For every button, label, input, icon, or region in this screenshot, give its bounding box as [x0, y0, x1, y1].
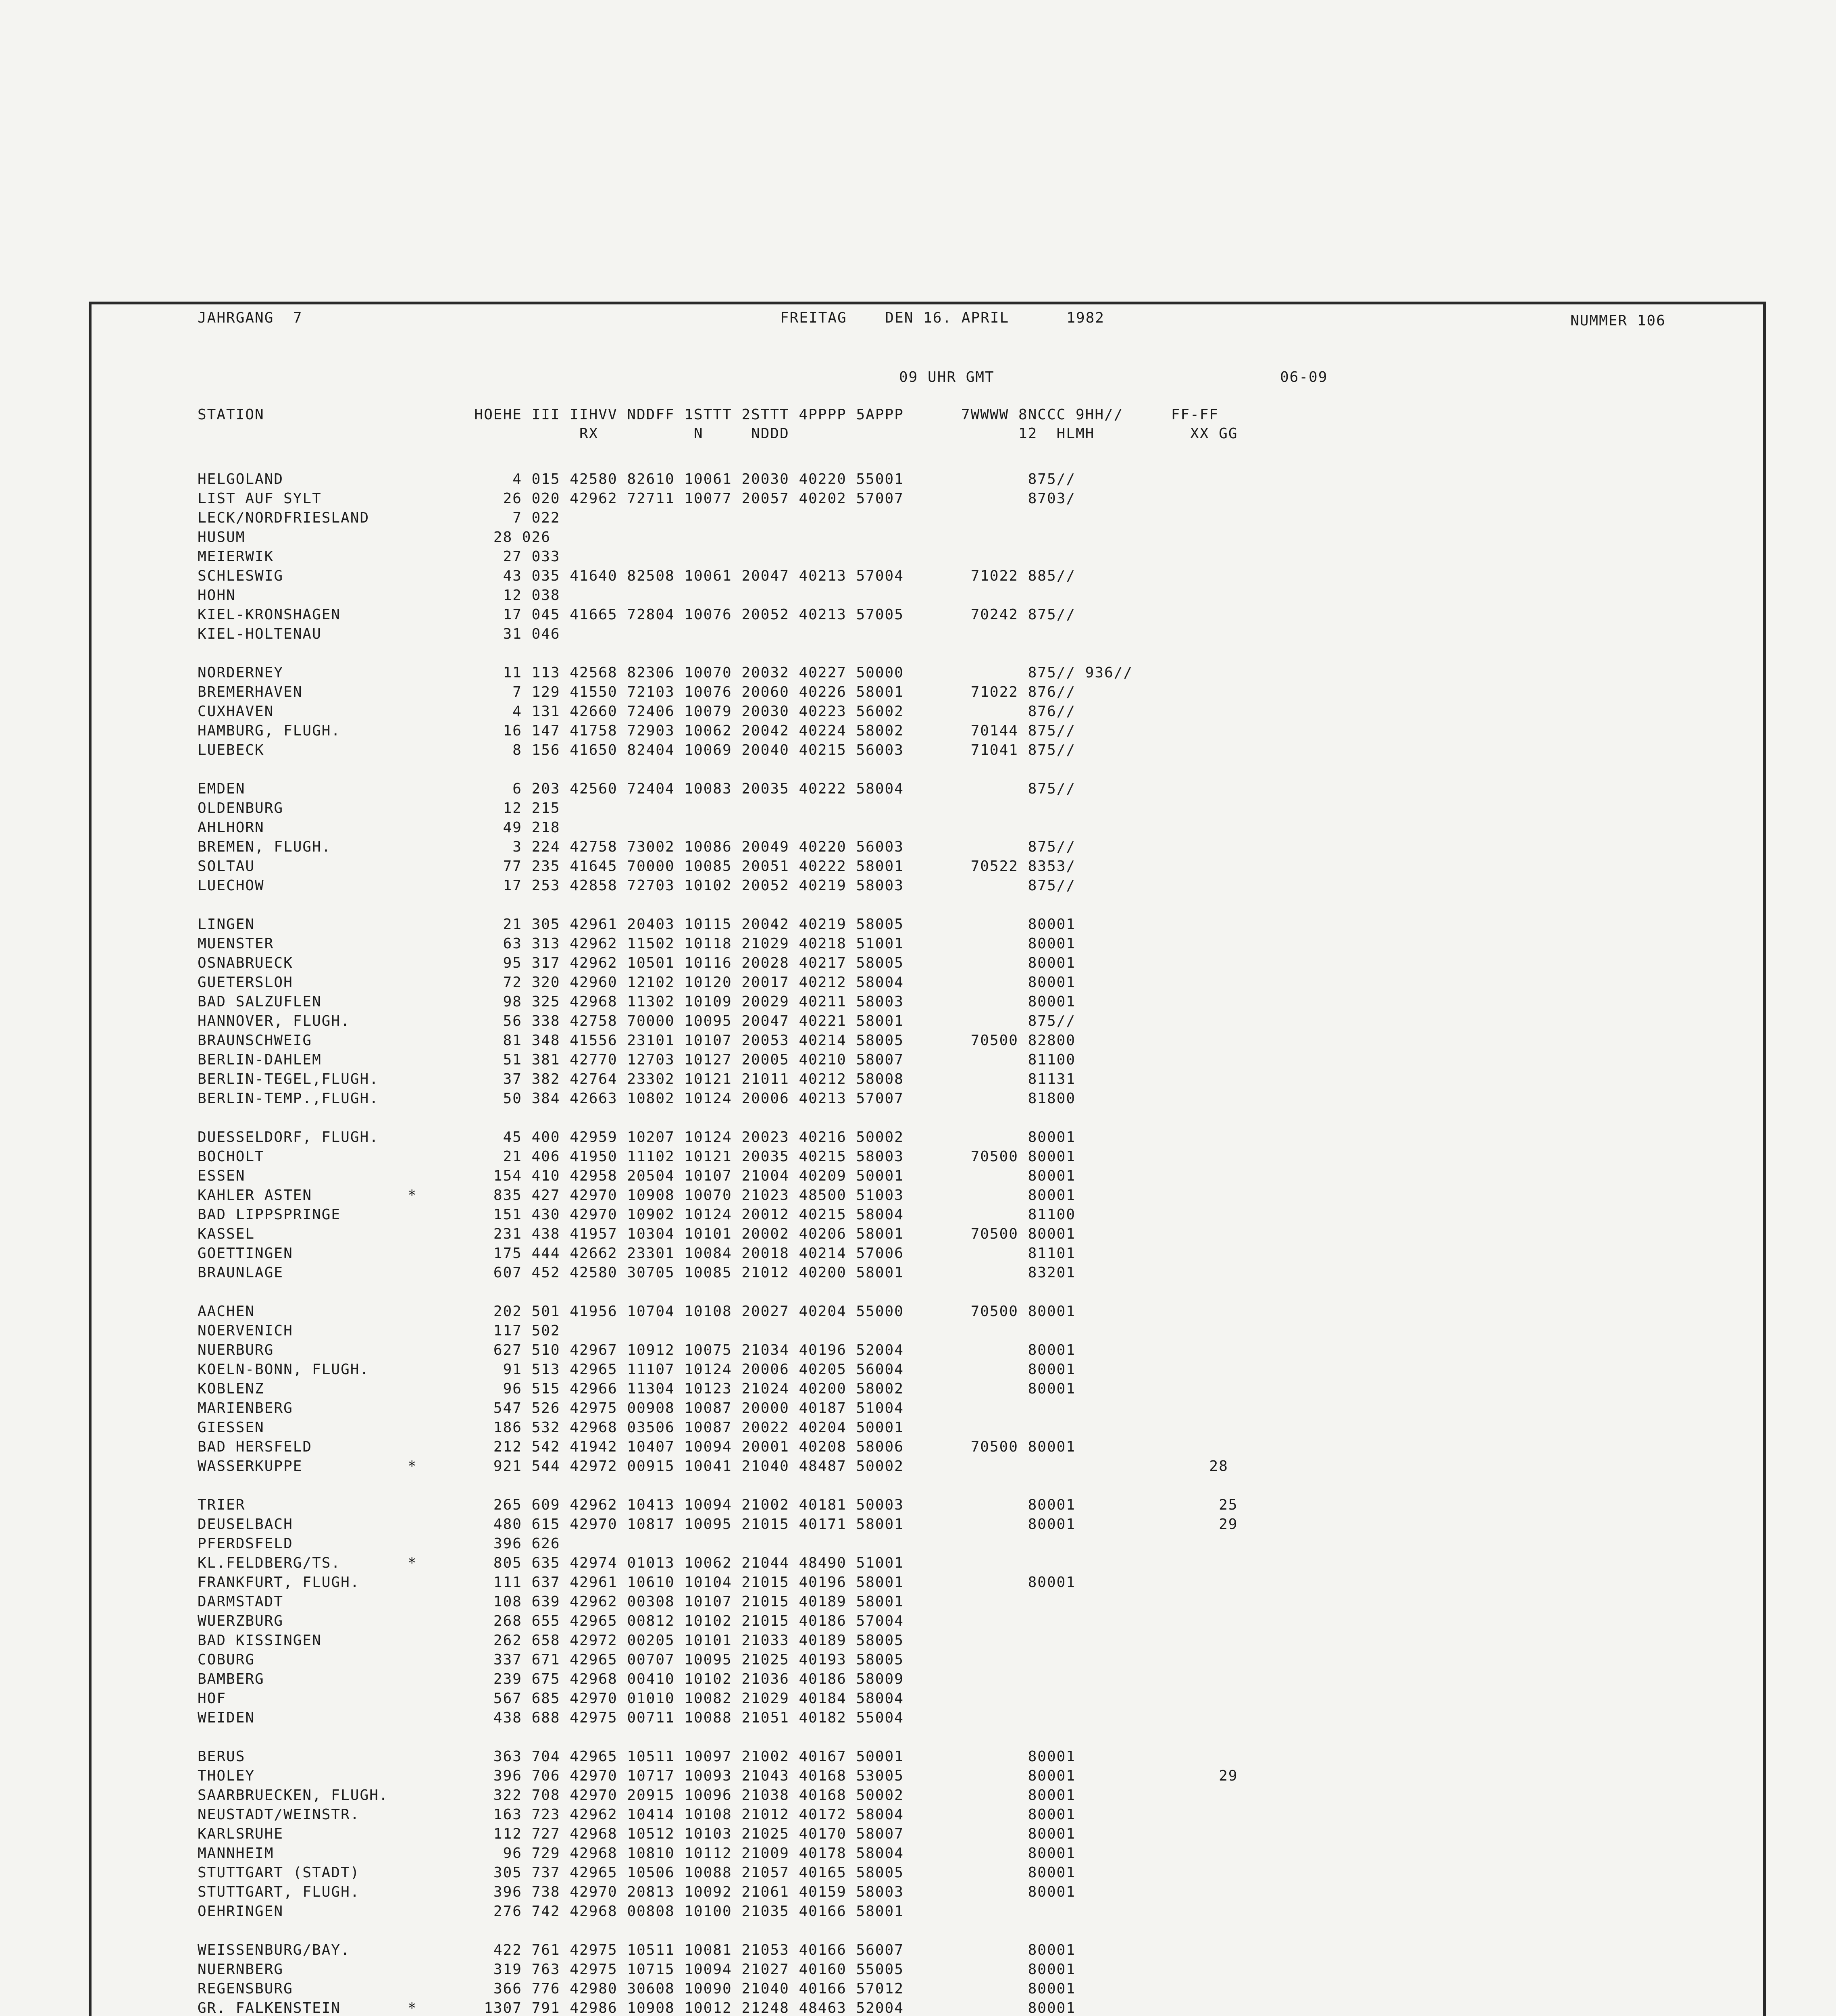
observation-period: 06-09 [1280, 369, 1328, 385]
station-row: LECK/NORDFRIESLAND 7 022 [198, 510, 560, 526]
station-row: KOBLENZ 96 515 42966 11304 10123 21024 40200 58002 80001 [198, 1381, 1076, 1397]
station-row: NORDERNEY 11 113 42568 82306 10070 20032 40227 50000 875// 936// [198, 664, 1133, 681]
observation-time: 09 UHR GMT [899, 369, 995, 385]
station-row: OLDENBURG 12 215 [198, 800, 560, 816]
station-row: GR. FALKENSTEIN * 1307 791 42986 10908 10012 21248 48463 52004 80001 [198, 2000, 1076, 2016]
station-row: DEUSELBACH 480 615 42970 10817 10095 21015 40171 58001 80001 29 [198, 1516, 1238, 1533]
station-row: WUERZBURG 268 655 42965 00812 10102 21015 40186 57004 [198, 1613, 904, 1629]
station-row: NUERNBERG 319 763 42975 10715 10094 21027 40160 55005 80001 [198, 1961, 1076, 1978]
station-row: LIST AUF SYLT 26 020 42962 72711 10077 20057 40202 57007 8703/ [198, 490, 1076, 507]
station-row: TRIER 265 609 42962 10413 10094 21002 40181 50003 80001 25 [198, 1497, 1238, 1513]
station-row: HOF 567 685 42970 01010 10082 21029 40184 58004 [198, 1690, 904, 1707]
station-row: NUERBURG 627 510 42967 10912 10075 21034 40196 52004 80001 [198, 1342, 1076, 1358]
station-row: BAD LIPPSPRINGE 151 430 42970 10902 10124 20012 40215 58004 81100 [198, 1206, 1076, 1223]
station-row: BRAUNSCHWEIG 81 348 41556 23101 10107 20053 40214 58005 70500 82800 [198, 1032, 1076, 1049]
station-row: GOETTINGEN 175 444 42662 23301 10084 20018 40214 57006 81101 [198, 1245, 1076, 1262]
station-row: BRAUNLAGE 607 452 42580 30705 10085 21012 40200 58001 83201 [198, 1264, 1076, 1281]
station-row: LUECHOW 17 253 42858 72703 10102 20052 40219 58003 875// [198, 877, 1076, 894]
station-row: LUEBECK 8 156 41650 82404 10069 20040 40215 56003 71041 875// [198, 742, 1076, 758]
station-row: NOERVENICH 117 502 [198, 1322, 560, 1339]
station-row: EMDEN 6 203 42560 72404 10083 20035 40222 58004 875// [198, 781, 1076, 797]
station-row: WEIDEN 438 688 42975 00711 10088 21051 40182 55004 [198, 1710, 904, 1726]
station-row: THOLEY 396 706 42970 10717 10093 21043 40168 53005 80001 29 [198, 1768, 1238, 1784]
station-row: BERLIN-DAHLEM 51 381 42770 12703 10127 20005 40210 58007 81100 [198, 1052, 1076, 1068]
station-row: BREMERHAVEN 7 129 41550 72103 10076 20060 40226 58001 71022 876// [198, 684, 1076, 700]
issue-number: NUMMER 106 [1570, 312, 1666, 329]
station-row: KARLSRUHE 112 727 42968 10512 10103 21025 40170 58007 80001 [198, 1826, 1076, 1842]
station-row: ESSEN 154 410 42958 20504 10107 21004 40209 50001 80001 [198, 1168, 1076, 1184]
station-row: KIEL-KRONSHAGEN 17 045 41665 72804 10076 20052 40213 57005 70242 875// [198, 606, 1076, 623]
station-row: COBURG 337 671 42965 00707 10095 21025 40193 58005 [198, 1652, 904, 1668]
station-row: HUSUM 28 026 [198, 529, 551, 546]
station-row: MANNHEIM 96 729 42968 10810 10112 21009 40178 58004 80001 [198, 1845, 1076, 1862]
station-row: FRANKFURT, FLUGH. 111 637 42961 10610 10104 21015 40196 58001 80001 [198, 1574, 1076, 1591]
station-row: HOHN 12 038 [198, 587, 560, 604]
station-row: SAARBRUECKEN, FLUGH. 322 708 42970 20915 10096 21038 40168 50002 80001 [198, 1787, 1076, 1804]
station-row: WEISSENBURG/BAY. 422 761 42975 10511 10081 21053 40166 56007 80001 [198, 1942, 1076, 1958]
station-row: DUESSELDORF, FLUGH. 45 400 42959 10207 10124 20023 40216 50002 80001 [198, 1129, 1076, 1145]
station-row: AACHEN 202 501 41956 10704 10108 20027 40204 55000 70500 80001 [198, 1303, 1076, 1320]
station-row: MEIERWIK 27 033 [198, 548, 560, 565]
station-row: STUTTGART, FLUGH. 396 738 42970 20813 10092 21061 40159 58003 80001 [198, 1884, 1076, 1900]
volume-label: JAHRGANG 7 [198, 310, 303, 326]
station-row: BREMEN, FLUGH. 3 224 42758 73002 10086 20049 40220 56003 875// [198, 839, 1076, 855]
station-row: BAD SALZUFLEN 98 325 42968 11302 10109 20029 40211 58003 80001 [198, 993, 1076, 1010]
station-row: BAMBERG 239 675 42968 00410 10102 21036 40186 58009 [198, 1671, 904, 1687]
station-row: GUETERSLOH 72 320 42960 12102 10120 20017 40212 58004 80001 [198, 974, 1076, 991]
station-row: HELGOLAND 4 015 42580 82610 10061 20030 40220 55001 875// [198, 471, 1076, 487]
station-row: BERLIN-TEMP.,FLUGH. 50 384 42663 10802 10124 20006 40213 57007 81800 [198, 1090, 1076, 1107]
station-row: GIESSEN 186 532 42968 03506 10087 20022 40204 50001 [198, 1419, 904, 1436]
station-row: BERUS 363 704 42965 10511 10097 21002 40167 50001 80001 [198, 1748, 1076, 1765]
station-row: KIEL-HOLTENAU 31 046 [198, 626, 560, 642]
station-row: BOCHOLT 21 406 41950 11102 10121 20035 40215 58003 70500 80001 [198, 1148, 1076, 1165]
station-row: HANNOVER, FLUGH. 56 338 42758 70000 10095 20047 40221 58001 875// [198, 1013, 1076, 1029]
station-row: STUTTGART (STADT) 305 737 42965 10506 10088 21057 40165 58005 80001 [198, 1864, 1076, 1881]
station-row: AHLHORN 49 218 [198, 819, 560, 836]
station-row: LINGEN 21 305 42961 20403 10115 20042 40219 58005 80001 [198, 916, 1076, 933]
station-row: MARIENBERG 547 526 42975 00908 10087 20000 40187 51004 [198, 1400, 904, 1416]
station-row: HAMBURG, FLUGH. 16 147 41758 72903 10062 20042 40224 58002 70144 875// [198, 723, 1076, 739]
station-row: SCHLESWIG 43 035 41640 82508 10061 20047 40213 57004 71022 885// [198, 568, 1076, 584]
station-row: REGENSBURG 366 776 42980 30608 10090 21040 40166 57012 80001 [198, 1981, 1076, 1997]
station-row: SOLTAU 77 235 41645 70000 10085 20051 40222 58001 70522 8353/ [198, 858, 1076, 875]
station-row: KOELN-BONN, FLUGH. 91 513 42965 11107 10124 20006 40205 56004 80001 [198, 1361, 1076, 1378]
station-row: KASSEL 231 438 41957 10304 10101 20002 40206 58001 70500 80001 [198, 1226, 1076, 1242]
station-row: BAD HERSFELD 212 542 41942 10407 10094 20001 40208 58006 70500 80001 [198, 1439, 1076, 1455]
station-row: WASSERKUPPE * 921 544 42972 00915 10041 21040 48487 50002 28 [198, 1458, 1228, 1475]
column-header-line-1: STATION HOEHE III IIHVV NDDFF 1STTT 2STTT 4PPPP 5APPP 7WWWW 8NCCC 9HH// FF-FF [198, 406, 1219, 423]
station-row: MUENSTER 63 313 42962 11502 10118 21029 40218 51001 80001 [198, 935, 1076, 952]
station-row: NEUSTADT/WEINSTR. 163 723 42962 10414 10108 21012 40172 58004 80001 [198, 1806, 1076, 1823]
station-row: BERLIN-TEGEL,FLUGH. 37 382 42764 23302 10121 21011 40212 58008 81131 [198, 1071, 1076, 1087]
column-header-line-2: RX N NDDD 12 HLMH XX GG [198, 425, 1238, 442]
station-row: BAD KISSINGEN 262 658 42972 00205 10101 21033 40189 58005 [198, 1632, 904, 1649]
station-row: OEHRINGEN 276 742 42968 00808 10100 21035 40166 58001 [198, 1903, 904, 1920]
station-row: DARMSTADT 108 639 42962 00308 10107 21015 40189 58001 [198, 1593, 904, 1610]
date-label: FREITAG DEN 16. APRIL 1982 [780, 310, 1105, 326]
station-row: PFERDSFELD 396 626 [198, 1535, 560, 1552]
station-row: OSNABRUECK 95 317 42962 10501 10116 20028 40217 58005 80001 [198, 955, 1076, 971]
station-row: KL.FELDBERG/TS. * 805 635 42974 01013 10062 21044 48490 51001 [198, 1555, 904, 1571]
station-row: CUXHAVEN 4 131 42660 72406 10079 20030 40223 56002 876// [198, 703, 1076, 720]
station-row: KAHLER ASTEN * 835 427 42970 10908 10070 21023 48500 51003 80001 [198, 1187, 1076, 1204]
